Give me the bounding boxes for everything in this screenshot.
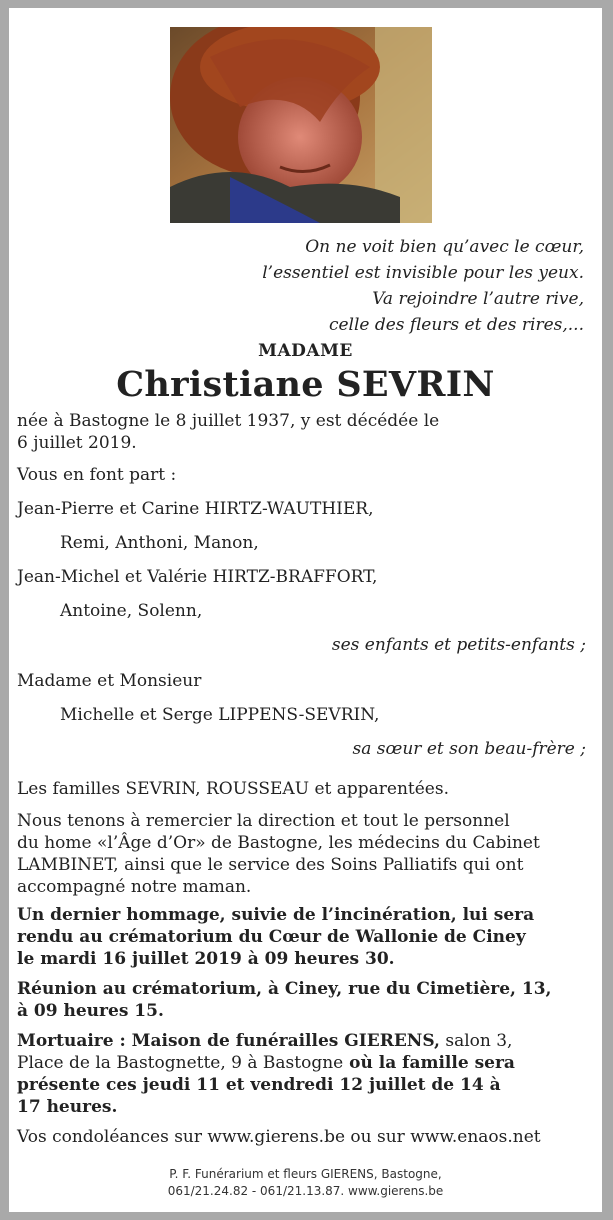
family-children: Remi, Anthoni, Manon,	[60, 533, 259, 553]
birth-death-line: 6 juillet 2019.	[17, 433, 137, 453]
footer-line: 061/21.24.82 - 061/21.13.87. www.gierens.be	[167, 1184, 444, 1198]
quote-line: On ne voit bien qu’avec le cœur,	[305, 237, 584, 257]
ceremony-line: le mardi 16 juillet 2019 à 09 heures 30.	[17, 949, 395, 969]
ceremony-paragraph	[17, 904, 594, 970]
meeting-line: à 09 heures 15.	[17, 1001, 164, 1021]
condolences-line: Vos condoléances sur www.gierens.be ou sur www.enaos.net	[17, 1127, 541, 1147]
thanks-paragraph	[17, 810, 594, 898]
meeting-line: Réunion au crématorium, à Ciney, rue du Cimetière, 13,	[17, 979, 552, 999]
family-children: Antoine, Solenn,	[60, 601, 203, 621]
obituary-body	[17, 410, 594, 1148]
family-role: ses enfants et petits-enfants ;	[331, 635, 586, 655]
thanks-line: LAMBINET, ainsi que le service des Soins Palliatifs qui ont	[17, 855, 524, 875]
mortuary-salon: salon 3,	[439, 1031, 513, 1051]
family-line: Jean-Pierre et Carine HIRTZ-WAUTHIER,	[17, 499, 374, 519]
birth-death-line: née à Bastogne le 8 juillet 1937, y est décédée le	[17, 411, 440, 431]
mortuary-presence-line: 17 heures.	[17, 1097, 118, 1117]
mortuary-presence: où la famille sera	[343, 1053, 515, 1073]
obituary-card	[9, 8, 602, 1212]
deceased-name: Christiane SEVRIN	[116, 364, 495, 405]
honorific: MADAME	[258, 341, 353, 361]
mortuary-address: Place de la Bastognette, 9 à Bastogne	[17, 1053, 344, 1073]
meeting-paragraph	[17, 978, 594, 1022]
family-line: Jean-Michel et Valérie HIRTZ-BRAFFORT,	[17, 567, 378, 587]
family-children: Michelle et Serge LIPPENS-SEVRIN,	[60, 705, 380, 725]
ceremony-line: rendu au crématorium du Cœur de Wallonie de Ciney	[17, 927, 526, 947]
thanks-line: du home «l’Âge d’Or» de Bastogne, les médecins du Cabinet	[17, 833, 540, 853]
quote-line: l’essentiel est invisible pour les yeux.	[262, 263, 584, 283]
thanks-line: Nous tenons à remercier la direction et tout le personnel	[17, 811, 510, 831]
funeral-home-footer	[9, 1166, 602, 1200]
thanks-line: accompagné notre maman.	[17, 877, 252, 897]
portrait-photo	[170, 27, 432, 223]
family-line: Madame et Monsieur	[17, 671, 202, 691]
mortuary-paragraph	[17, 1030, 594, 1118]
quote-line: Va rejoindre l’autre rive,	[372, 289, 584, 309]
announce-text: Vous en font part :	[17, 465, 177, 485]
mortuary-presence-line: présente ces jeudi 11 et vendredi 12 juillet de 14 à	[17, 1075, 501, 1095]
family-line: Les familles SEVRIN, ROUSSEAU et apparentées.	[17, 779, 449, 799]
family-role: sa sœur et son beau-frère ;	[352, 739, 586, 759]
quote-line: celle des fleurs et des rires,...	[328, 315, 584, 335]
mortuary-label: Mortuaire : Maison de funérailles GIERENS,	[17, 1031, 440, 1051]
epigraph-quote	[262, 234, 584, 338]
footer-line: P. F. Funérarium et fleurs GIERENS, Bastogne,	[169, 1167, 442, 1181]
ceremony-line: Un dernier hommage, suivie de l’incinération, lui sera	[17, 905, 535, 925]
